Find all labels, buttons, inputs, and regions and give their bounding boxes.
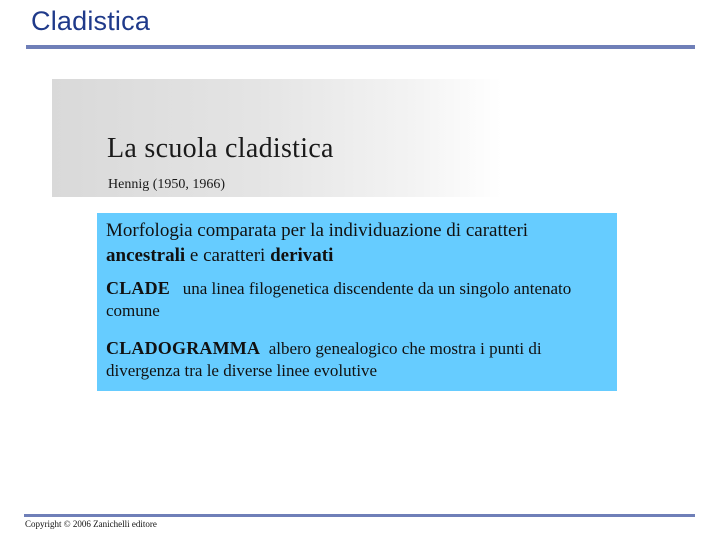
slide-title: Cladistica <box>31 6 151 36</box>
paragraph-clade <box>106 277 609 322</box>
keyword-ancestrali: ancestrali <box>106 245 186 266</box>
keyword-derivati: derivati <box>270 245 334 266</box>
figure-citation: Hennig (1950, 1966) <box>108 177 226 192</box>
title-divider <box>26 45 695 49</box>
paragraph-cladogramma <box>106 337 609 382</box>
definition-clade: una linea filogenetica discendente da un singolo antenato comune <box>106 279 572 320</box>
footer-divider <box>24 514 695 517</box>
paragraph-morfologia <box>106 218 609 268</box>
copyright-notice: Copyright © 2006 Zanichelli editore <box>25 519 157 529</box>
figure-heading: La scuola cladistica <box>107 133 334 164</box>
term-clade: CLADE <box>106 278 171 298</box>
paragraph-lead: Morfologia comparata per la individuazione di caratteri <box>106 220 529 241</box>
definition-cladogramma: albero genealogico che mostra i punti di divergenza tra le diverse linee evolutive <box>106 339 542 380</box>
definition-box <box>97 213 617 391</box>
term-cladogramma: CLADOGRAMMA <box>106 338 261 358</box>
paragraph-mid: e caratteri <box>185 245 271 266</box>
